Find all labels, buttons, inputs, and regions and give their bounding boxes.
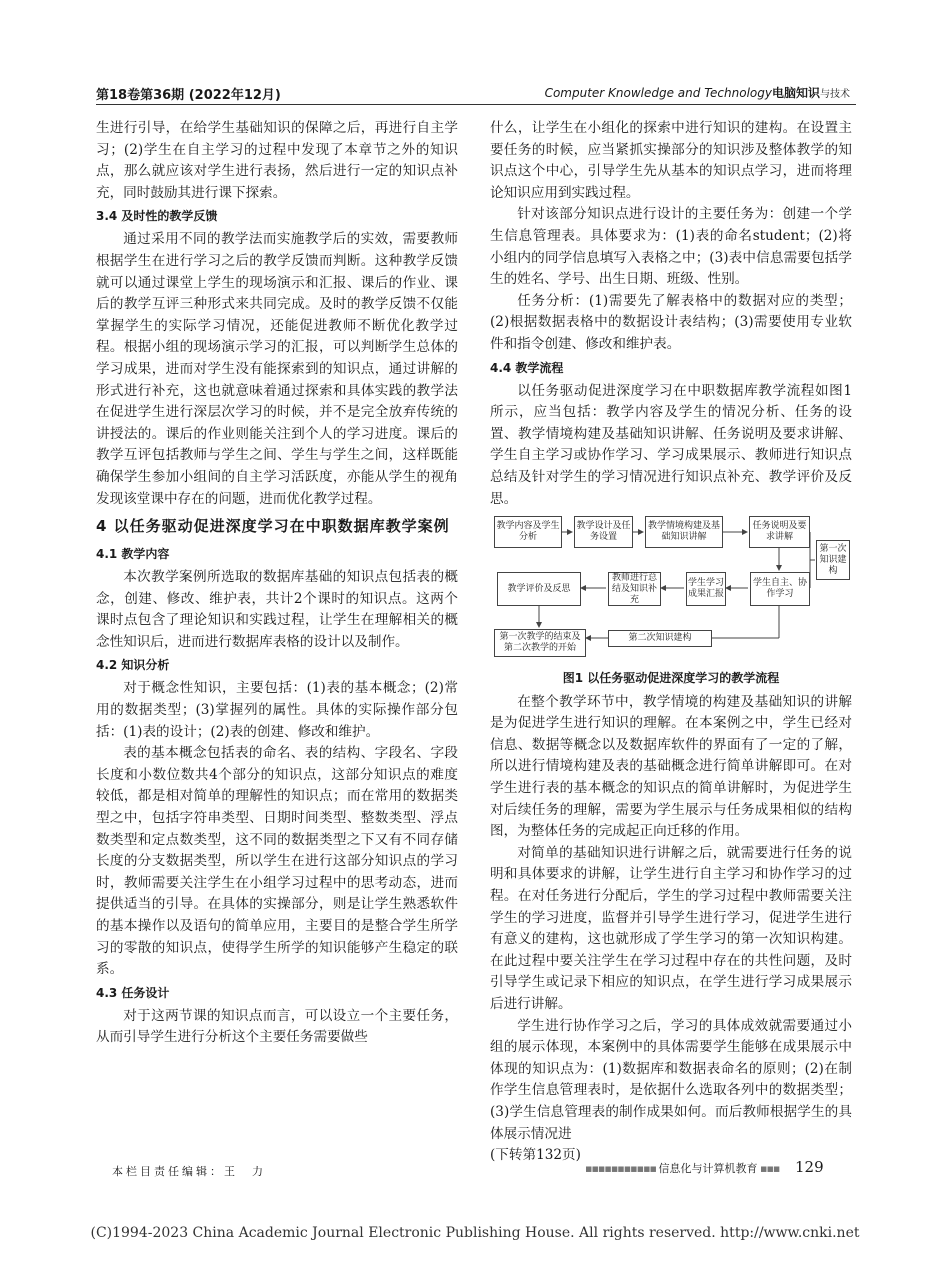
- paragraph: 对于这两节课的知识点而言，可以设立一个主要任务，从而引导学生进行分析这个主要任务需要做些: [96, 1007, 458, 1046]
- paragraph: 以任务驱动促进深度学习在中职数据库教学流程如图1所示，应当包括：教学内容及学生的情况分析、任务的设置、教学情境构建及基础知识讲解、任务说明及要求讲解、学生自主学习或协作学习、学习成果展示、教师进行知识点总结及针对学生的学习情况进行知识点补充、教学评价及反思。: [490, 382, 852, 507]
- flow-box: 学生自主、协作学习: [750, 572, 810, 606]
- flow-box: 教师进行总结及知识补充: [608, 572, 661, 606]
- flow-box: 教学评价及反思: [497, 572, 581, 606]
- paragraph: 任务分析：(1)需要先了解表格中的数据对应的类型；(2)根据数据表格中的数据设计表结构；(3)需要使用专业软件和指令创建、修改和维护表。: [490, 292, 852, 352]
- paragraph: 本次教学案例所选取的数据库基础的知识点包括表的概念，创建、修改、维护表，共计2个课时的知识点。这两个课时点包含了理论知识和实践过程，让学生在理解相关的概念性知识后，进而进行数据库表格的设计以及制作。: [96, 569, 458, 650]
- footer-editor: 本栏目责任编辑：王 力: [112, 1165, 266, 1178]
- copyright-line: (C)1994-2023 China Academic Journal Electronic Publishing House. All rights reserved. http://www.cnki.net: [90, 1225, 860, 1241]
- paragraph: 学生进行协作学习之后，学习的具体成效就需要通过小组的展示体现，本案例中的具体需要学生能够在成果展示中体现的知识点为：(1)数据库和数据表命名的原则；(2)在制作学生信息管理表时，是依据什么选取各列中的数据类型；(3)学生信息管理表的制作成果如何。而后教师根据学生的具体展示情况进: [490, 1017, 852, 1142]
- section-heading-4-1: 4.1 教学内容: [96, 547, 170, 562]
- paragraph: 在整个教学环节中，教学情境的构建及基础知识的讲解是为促进学生进行知识的理解。在本案例之中，学生已经对信息、数据等概念以及数据库软件的界面有了一定的了解，所以进行情境构建及表的基础概念进行简单讲解即可。在对学生进行表的基本概念的知识点的简单讲解时，为促进学生对后续任务的理解，需要为学生展示与任务成果相似的结构图，为整体任务的完成起正向迁移的作用。: [490, 693, 852, 840]
- section-heading-4-3: 4.3 任务设计: [96, 985, 170, 1000]
- flow-box: 教学设计及任务设置: [574, 516, 633, 548]
- header-journal: [520, 84, 850, 101]
- left-column: [96, 118, 458, 1049]
- flow-box: 学生学习成果汇报: [686, 572, 726, 606]
- section-heading-3-4: 3.4 及时性的教学反馈: [96, 209, 218, 224]
- header-rule: [96, 104, 856, 105]
- header-journal-cn: 电脑知识: [771, 86, 820, 100]
- figure-caption: 图1 以任务驱动促进深度学习的教学流程: [562, 671, 780, 686]
- flow-box: 教学内容及学生分析: [494, 516, 562, 548]
- paragraph: 表的基本概念包括表的命名、表的结构、字段名、字段长度和小数位数共4个部分的知识点，这部分知识点的难度较低，都是相对简单的理解性的知识点；而在常用的数据类型之中，包括字符串类型、日期时间类型、整数类型、浮点数类型和定点数类型，这不同的数据类型之下又有不同存储长度的分支数据类型，所以学生在进行这部分知识点的学习时，教师需要关注学生在小组学习过程中的思考动态，进而提供适当的引导。在具体的实操部分，则是让学生熟悉软件的基本操作以及语句的简单应用，主要目的是整合学生所学习的零散的知识点，使得学生所学的知识能够产生稳定的联系。: [96, 745, 458, 978]
- page-number: 129: [795, 1158, 824, 1176]
- flow-box: 第一次教学的结束及第二次教学的开始: [494, 629, 586, 657]
- flow-box: 任务说明及要求讲解: [749, 516, 810, 548]
- paragraph: 对简单的基础知识进行讲解之后，就需要进行任务的说明和具体要求的讲解，让学生进行自主学习和协作学习的过程。在对任务进行分配后，学生的学习过程中教师需要关注学生的学习进度，监督并引导学生进行学习，促进学生进行有意义的建构，这也就形成了学生学习的第一次知识构建。在此过程中要关注学生在学习过程中存在的共性问题，及时引导学生或记录下相应的知识点，在学生进行学习成果展示后进行讲解。: [490, 844, 852, 1012]
- paragraph: 生进行引导，在给学生基础知识的保障之后，再进行自主学习；(2)学生在自主学习的过程中发现了本章节之外的知识点，那么就应该对学生进行表扬，然后进行一定的知识点补充，同时鼓励其进行课下探索。: [96, 120, 458, 201]
- right-column: [490, 118, 852, 1167]
- header-journal-en: Computer Knowledge and Technology: [544, 86, 772, 100]
- header-issue: 第18卷第36期 (2022年12月): [96, 88, 281, 103]
- paragraph: 针对该部分知识点进行设计的主要任务为：创建一个学生信息管理表。具体要求为：(1)表的命名student；(2)将小组内的同学信息填写入表格之中；(3)表中信息需要包括学生的姓名、学号、出生日期、班级、性别。: [490, 206, 852, 288]
- footer-dots-decoration: ▪▪▪▪▪▪▪▪▪▪▪: [585, 1162, 659, 1175]
- flow-box: 第二次知识建构: [608, 630, 712, 647]
- footer-journal-section: [585, 1160, 779, 1176]
- footer-dots-decoration: ▪▪▪: [757, 1162, 780, 1175]
- section-heading-4-4: 4.4 教学流程: [490, 360, 564, 375]
- flow-box: 教学情境构建及基础知识讲解: [645, 516, 723, 548]
- paragraph: 什么，让学生在小组化的探索中进行知识的建构。在设置主要任务的时候，应当紧抓实操部分的知识涉及整体教学的知识点这个中心，引导学生先从基本的知识点学习，进而将理论知识应用到实践过程。: [490, 120, 852, 201]
- paragraph: 对于概念性知识，主要包括：(1)表的基本概念；(2)常用的数据类型；(3)掌握列的属性。具体的实际操作部分包括：(1)表的设计；(2)表的创建、修改和维护。: [96, 680, 458, 740]
- flow-box: 第一次知识建构: [816, 540, 850, 580]
- footer-journal-name: 信息化与计算机教育: [658, 1162, 758, 1175]
- paragraph: 通过采用不同的教学法而实施教学后的实效，需要教师根据学生在进行学习之后的教学反馈而判断。这种教学反馈就可以通过课堂上学生的现场演示和汇报、课后的作业、课后的教学互评三种形式来共同完成。及时的教学反馈不仅能掌握学生的实际学习情况，还能促进教师不断优化教学过程。根据小组的现场演示学习的汇报，可以判断学生总体的学习成果，进而对学生没有能探索到的知识点，通过讲解的形式进行补充，这也就意味着通过探索和具体实践的教学法在促进学生进行深层次学习的时候，并不是完全放弃传统的讲授法的。课后的作业则能关注到个人的学习进度。课后的教学互评包括教师与学生之间、学生与学生之间，这样既能确保学生参加小组间的自主学习活跃度，亦能从学生的视角发现该堂课中存在的问题，进而优化教学过程。: [96, 231, 458, 507]
- section-heading-4-2: 4.2 知识分析: [96, 658, 170, 673]
- flowchart-figure: [490, 512, 852, 664]
- header-journal-small: 与技术: [820, 89, 850, 100]
- continued-note: (下转第132页): [490, 1147, 581, 1164]
- section-heading-4: 4 以任务驱动促进深度学习在中职数据库教学案例: [96, 517, 450, 536]
